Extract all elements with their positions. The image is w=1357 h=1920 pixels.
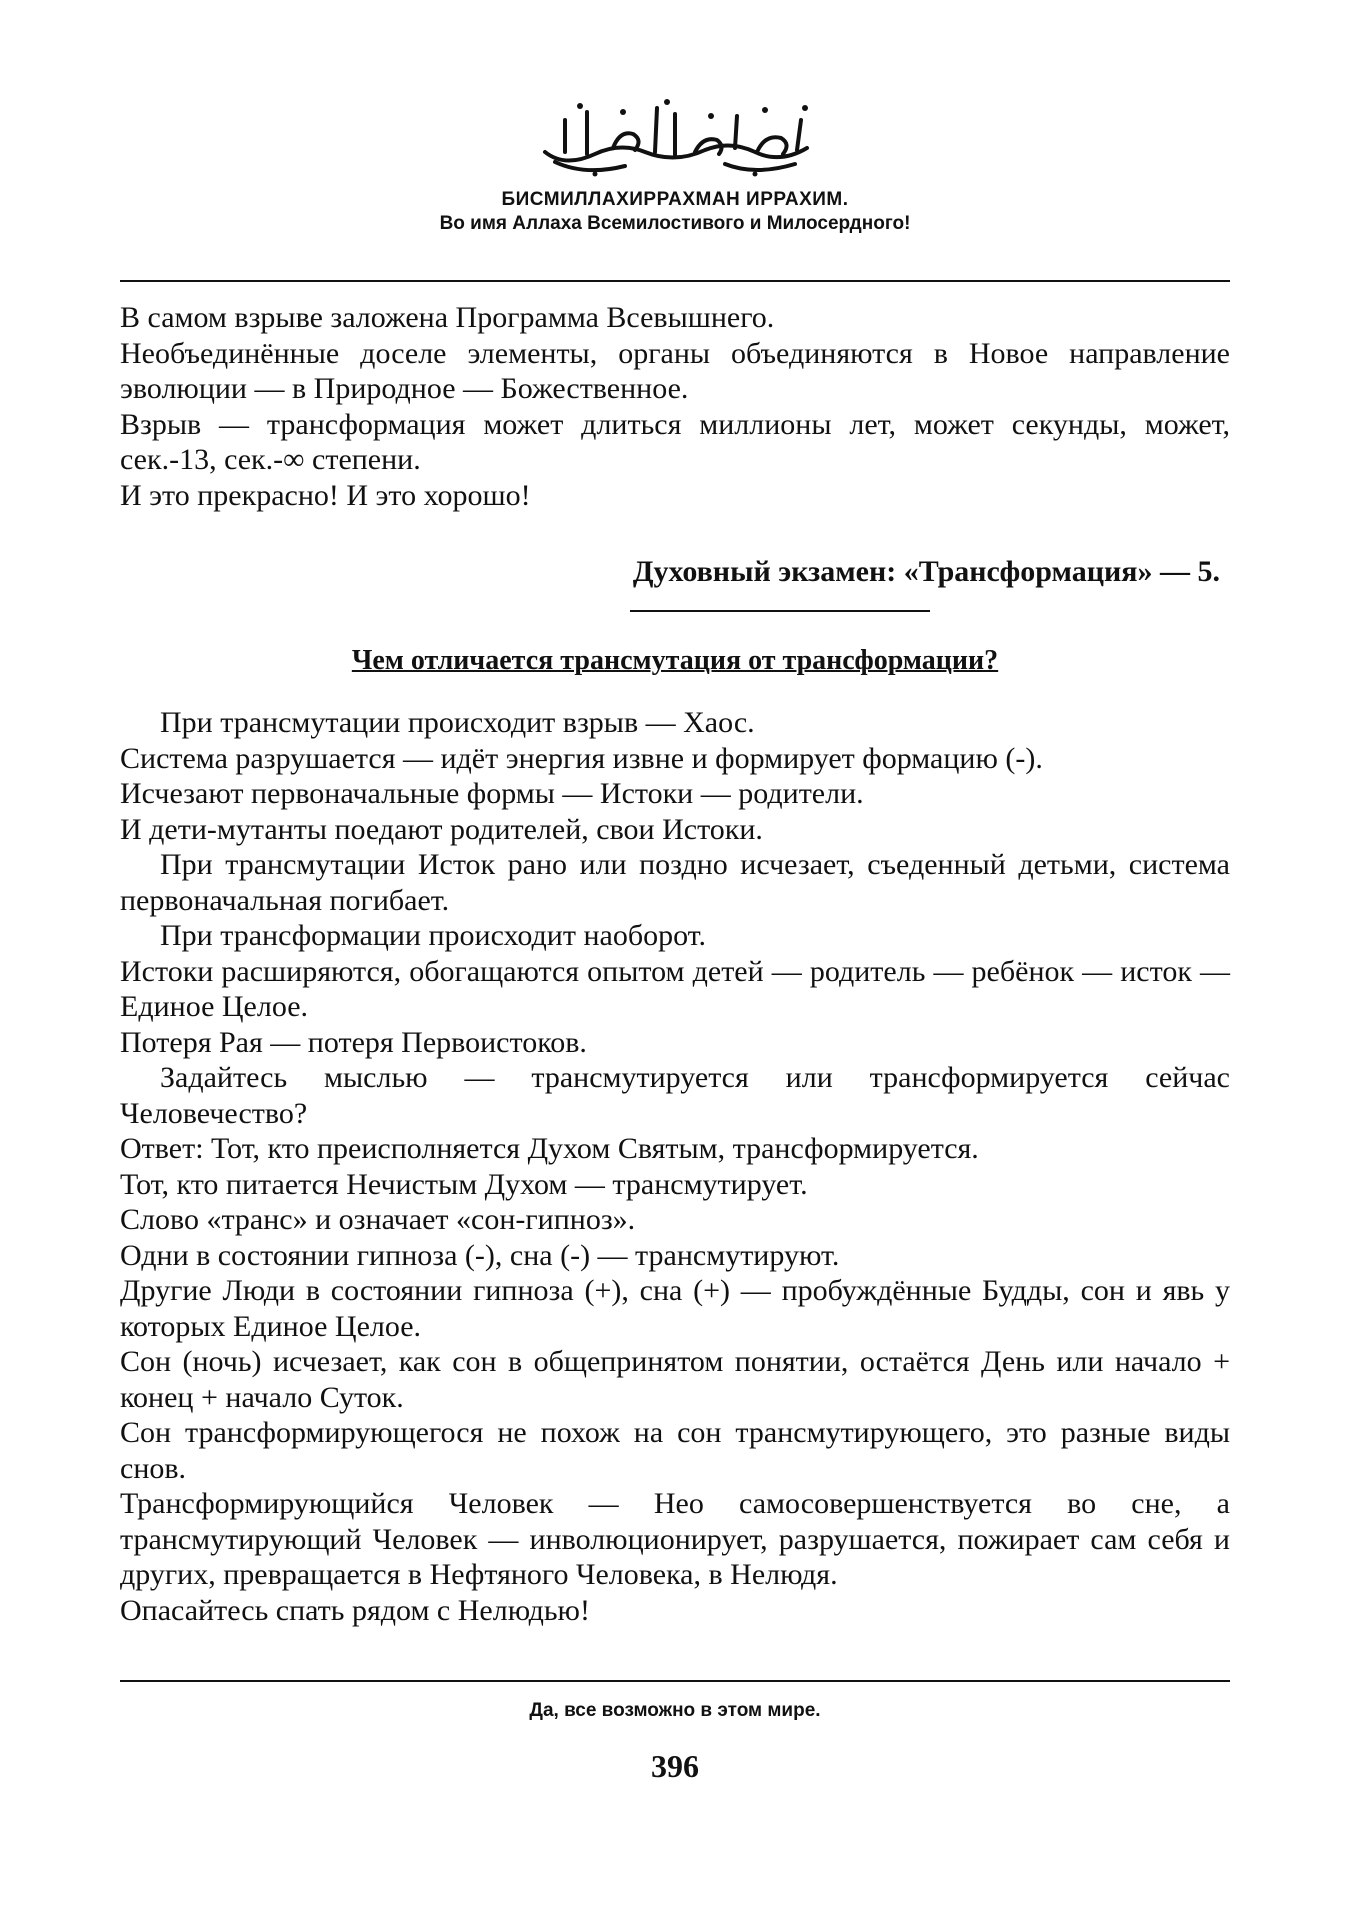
footer-note: Да, все возможно в этом мире. (529, 1700, 821, 1721)
paragraph: Взрыв — трансформация может длиться миллионы лет, может секунды, может, сек.-13, сек.-∞ степени. (120, 407, 1230, 476)
question-text: Чем отличается трансмутация от трансформации? (351, 645, 999, 676)
section-title: Духовный экзамен: «Трансформация» — 5. (632, 555, 1220, 588)
header-divider (120, 280, 1230, 282)
paragraph: Трансформирующийся Человек — Нео самосовершенствуется во сне, а трансмутирующий Человек — инволюционирует, разрушается, пожирает сам себя и других, превращается в Нефтяного Человека, в Нелюдя. (120, 1487, 1230, 1591)
section-divider (630, 610, 930, 612)
paragraph: Тот, кто питается Нечистым Духом — трансмутирует. (120, 1167, 808, 1201)
footer-divider (120, 1680, 1230, 1682)
paragraph: Сон (ночь) исчезает, как сон в общепринятом понятии, остаётся День или начало + конец + начало Суток. (120, 1345, 1230, 1414)
paragraph: Исчезают первоначальные формы — Истоки — родители. (120, 777, 864, 810)
paragraph: При трансмутации Исток рано или поздно исчезает, съеденный детьми, система первоначальная погибает. (120, 848, 1230, 917)
paragraph: При трансмутации происходит взрыв — Хаос. (160, 706, 755, 739)
paragraph: Другие Люди в состоянии гипноза (+), сна (+) — пробуждённые Будды, сон и явь у которых Единое Целое. (120, 1274, 1230, 1343)
paragraph: Необъединённые доселе элементы, органы объединяются в Новое направление эволюции — в Природное — Божественное. (120, 336, 1230, 405)
paragraph: Сон трансформирующегося не похож на сон трансмутирующего, это разные виды снов. (120, 1416, 1230, 1485)
paragraph: Система разрушается — идёт энергия извне и формирует формацию (-). (120, 741, 1043, 775)
paragraph: И это прекрасно! И это хорошо! (120, 478, 531, 512)
paragraph: Истоки расширяются, обогащаются опытом детей — родитель — ребёнок — исток — Единое Целое. (120, 954, 1230, 1023)
main-text-block (120, 705, 1230, 1628)
paragraph: В самом взрыве заложена Программа Всевышнего. (120, 301, 775, 334)
header-title: БИСМИЛЛАХИРРАХМАН ИРРАХИМ. (501, 189, 849, 210)
header-subtitle: Во имя Аллаха Всемилостивого и Милосердного! (439, 213, 911, 234)
bismillah-calligraphy (525, 90, 825, 180)
page-number: 396 (651, 1748, 699, 1784)
book-page (120, 0, 1230, 1920)
question-heading (120, 645, 1230, 677)
paragraph: Слово «транс» и означает «сон-гипноз». (120, 1203, 636, 1236)
paragraph: Задайтесь мыслью — трансмутируется или трансформируется сейчас Человечество? (120, 1061, 1230, 1130)
page-header (120, 90, 1230, 236)
paragraph: При трансформации происходит наоборот. (160, 919, 707, 952)
paragraph: Опасайтесь спать рядом с Нелюдью! (120, 1593, 590, 1627)
paragraph: И дети-мутанты поедают родителей, свои Истоки. (120, 812, 763, 846)
intro-text-block (120, 300, 1230, 513)
paragraph: Одни в состоянии гипноза (-), сна (-) — трансмутируют. (120, 1238, 840, 1272)
paragraph: Ответ: Тот, кто преисполняется Духом Святым, трансформируется. (120, 1132, 979, 1165)
paragraph: Потеря Рая — потеря Первоистоков. (120, 1025, 587, 1059)
